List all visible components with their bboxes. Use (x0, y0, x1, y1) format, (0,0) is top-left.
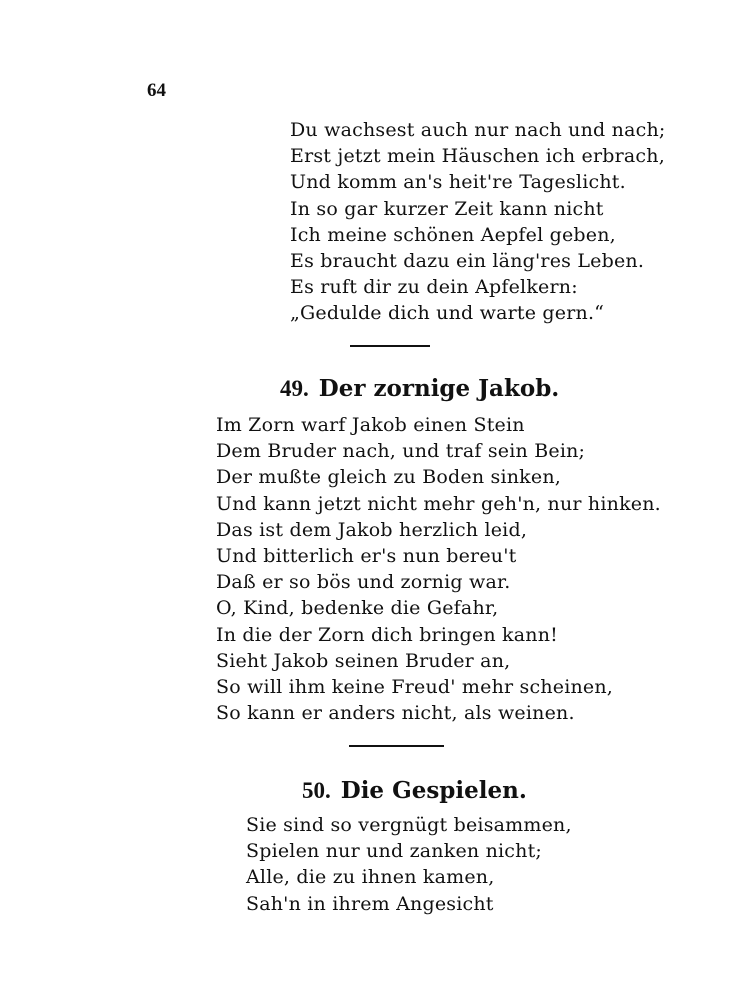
verse-line: O, Kind, bedenke die Gefahr, (216, 597, 499, 620)
verse-line: Spielen nur und zanken nicht; (246, 840, 543, 863)
verse-line: Und bitterlich er's nun bereu't (216, 545, 517, 568)
poem-title (302, 777, 527, 804)
verse-line: Der mußte gleich zu Boden sinken, (216, 466, 562, 489)
poem-title-text: Der zornige Jakob. (318, 375, 560, 402)
verse-line: Im Zorn warf Jakob einen Stein (216, 414, 525, 436)
section-divider (350, 345, 430, 347)
verse-line: So kann er anders nicht, als weinen. (216, 702, 575, 725)
verse-line: Du wachsest auch nur nach und nach; (290, 119, 666, 141)
verse-line: Es braucht dazu ein läng'res Leben. (290, 250, 645, 273)
verse-line: Erst jetzt mein Häuschen ich erbrach, (290, 145, 665, 168)
verse-line: Dem Bruder nach, und traf sein Bein; (216, 440, 586, 463)
verse-line: Sie sind so vergnügt beisammen, (246, 814, 572, 836)
verse-line: Das ist dem Jakob herzlich leid, (216, 518, 528, 541)
verse-line: Ich meine schönen Aepfel geben, (290, 223, 616, 246)
verse-line: In so gar kurzer Zeit kann nicht (290, 197, 604, 220)
verse-line: In die der Zorn dich bringen kann! (216, 623, 558, 646)
poem-number: 50. (302, 778, 331, 803)
verse-line: Und komm an's heit're Tageslicht. (290, 171, 626, 194)
verse-line: Sah'n in ihrem Angesicht (246, 892, 494, 915)
continued-poem-stanza (290, 117, 665, 327)
verse-line: Daß er so bös und zornig war. (216, 571, 511, 594)
poem-number: 49. (280, 376, 309, 401)
section-divider (349, 745, 444, 747)
verse-line: Alle, die zu ihnen kamen, (246, 866, 495, 889)
verse-line: So will ihm keine Freud' mehr scheinen, (216, 676, 614, 699)
poem-stanza (216, 412, 661, 726)
verse-line: „Gedulde dich und warte gern.“ (290, 302, 605, 325)
poem-title-text: Die Gespielen. (340, 777, 527, 804)
poem-title (280, 375, 559, 402)
verse-line: Es ruft dir zu dein Apfelkern: (290, 276, 578, 299)
page-number: 64 (147, 80, 166, 101)
verse-line: Und kann jetzt nicht mehr geh'n, nur hinken. (216, 492, 661, 515)
poem-stanza (246, 812, 572, 917)
verse-line: Sieht Jakob seinen Bruder an, (216, 649, 511, 672)
